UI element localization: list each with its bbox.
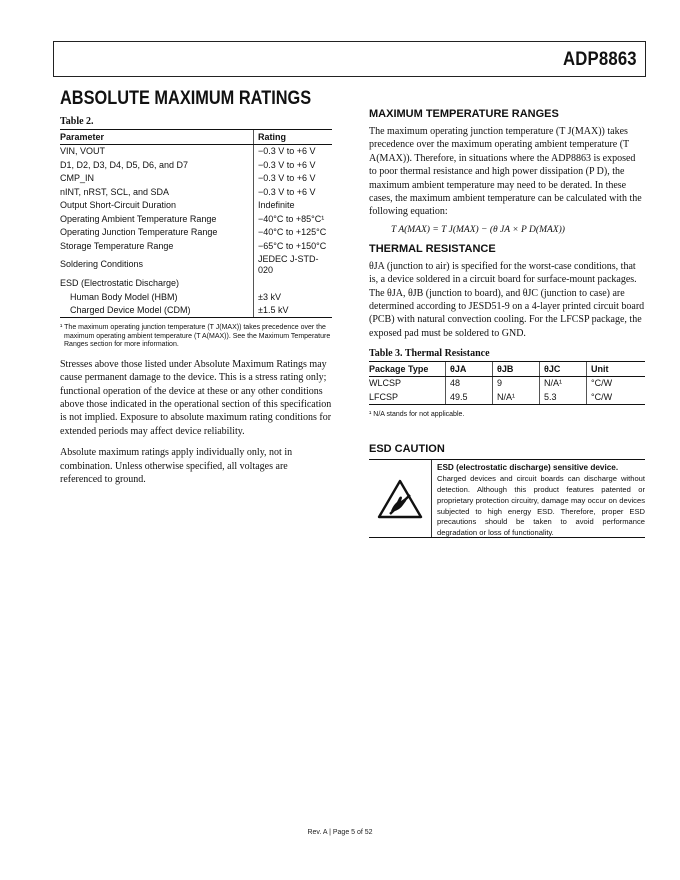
table-row — [60, 144, 332, 158]
rating-cell: −0.3 V to +6 V — [254, 172, 333, 186]
table-row — [60, 172, 332, 186]
table-cell: 5.3 — [540, 390, 587, 404]
section-title-temperature: MAXIMUM TEMPERATURE RANGES — [369, 108, 559, 120]
table3-header: Package Type — [369, 362, 446, 377]
part-number: ADP8863 — [563, 49, 637, 70]
param-cell: Operating Ambient Temperature Range — [60, 213, 217, 224]
table3-caption: Table 3. Thermal Resistance — [369, 348, 490, 360]
table-cell: °C/W — [587, 376, 646, 390]
table-row — [60, 226, 332, 240]
param-cell: ESD (Electrostatic Discharge) — [60, 278, 180, 288]
left-column — [60, 88, 332, 486]
table-cell: 9 — [493, 376, 540, 390]
table-row — [60, 199, 332, 213]
table-row — [60, 304, 332, 318]
param-cell: D1, D2, D3, D4, D5, D6, and D7 — [60, 159, 189, 170]
table2-header-rating: Rating — [254, 130, 333, 145]
esd-bold-line: ESD (electrostatic discharge) sensitive device. — [437, 463, 619, 473]
esd-caution-box — [369, 459, 645, 538]
table-cell: N/A¹ — [493, 390, 540, 404]
table-cell: 49.5 — [446, 390, 493, 404]
table-cell: °C/W — [587, 390, 646, 404]
rating-cell — [254, 277, 333, 291]
param-cell: Charged Device Model (CDM) — [60, 304, 254, 318]
table3-header: Unit — [587, 362, 646, 377]
param-cell: Human Body Model (HBM) — [70, 291, 178, 302]
table-row — [60, 212, 332, 226]
table-row — [369, 376, 645, 390]
table-row — [60, 277, 332, 291]
rating-cell: JEDEC J-STD-020 — [254, 253, 333, 277]
rating-cell: −0.3 V to +6 V — [254, 158, 333, 172]
rating-cell: Indefinite — [254, 199, 333, 213]
thermal-paragraph: θJA (junction to air) is specified for the worst-case conditions, that is, a device soldered in a circuit board for surface-mount packages. The θJA, θJB (junction to board), and θJC (junction to case) are determined according to JESD51-9 on a 4-layer printed circuit board (PCB) with natural convection cooling. For the LFCSP package, the exposed pad must be soldered to GND. — [369, 260, 645, 339]
section-title-absolute-max: ABSOLUTE MAXIMUM RATINGS — [60, 88, 312, 109]
rating-cell: ±3 kV — [254, 290, 333, 304]
esd-caution-text — [432, 460, 645, 537]
param-cell: Storage Temperature Range — [60, 240, 174, 251]
table-row — [60, 253, 332, 277]
rating-cell: −65°C to +150°C — [254, 239, 333, 253]
table3-footnote: ¹ N/A stands for not applicable. — [369, 410, 465, 418]
section-title-thermal: THERMAL RESISTANCE — [369, 242, 496, 255]
ground-reference-paragraph: Absolute maximum ratings apply individually only, not in combination. Unless otherwise specified, all voltages are referenced to ground. — [60, 447, 293, 486]
param-cell: VIN, VOUT — [60, 146, 106, 156]
table-row — [60, 158, 332, 172]
table-row — [60, 185, 332, 199]
table3-header: θJB — [493, 362, 540, 377]
stress-paragraph: Stresses above those listed under Absolute Maximum Ratings may cause permanent damage to the device. This is a stress rating only; functional operation of the device at these or any other conditions above those indicated in the operational section of this specification is not implied. Exposure to absolute maximum rating conditions for extended periods may affect device reliability. — [60, 358, 332, 437]
table2-header-parameter: Parameter — [60, 130, 254, 145]
table3-header: θJA — [446, 362, 493, 377]
rating-cell: −40°C to +85°C¹ — [254, 212, 333, 226]
table-cell: N/A¹ — [540, 376, 587, 390]
table2-caption: Table 2. — [60, 116, 94, 127]
esd-body: Charged devices and circuit boards can discharge without detection. Although this product features patented or proprietary protection circuitry, damage may occur on devices subjected to high energy ESD. Therefore, proper ESD precautions should be taken to avoid performance degradation or loss of functionality. — [437, 474, 645, 538]
thermal-resistance-table — [369, 361, 645, 405]
esd-warning-icon — [369, 460, 432, 537]
table-row — [369, 390, 645, 404]
param-cell: Soldering Conditions — [60, 259, 144, 270]
rating-cell: ±1.5 kV — [254, 304, 333, 318]
section-title-esd: ESD CAUTION — [369, 443, 445, 456]
table-cell: WLCSP — [369, 378, 402, 389]
right-column — [369, 108, 645, 538]
derating-equation: T A(MAX) = T J(MAX) − (θ JA × P D(MAX)) — [391, 224, 565, 235]
table3-header: θJC — [540, 362, 587, 377]
param-cell: CMP_IN — [60, 173, 95, 183]
rating-cell: −0.3 V to +6 V — [254, 144, 333, 158]
table-row — [60, 239, 332, 253]
table-cell: 48 — [446, 376, 493, 390]
param-cell: Output Short-Circuit Duration — [60, 200, 177, 210]
table-row — [60, 290, 332, 304]
page-footer: Rev. A | Page 5 of 52 — [307, 829, 373, 836]
rating-cell: −0.3 V to +6 V — [254, 185, 333, 199]
param-cell: nINT, nRST, SCL, and SDA — [60, 186, 170, 197]
table-cell: LFCSP — [369, 390, 446, 404]
param-cell: Operating Junction Temperature Range — [60, 227, 218, 237]
temperature-paragraph: The maximum operating junction temperature (T J(MAX)) takes precedence over the maximum operating ambient temperature (T A(MAX)). Therefore, in situations where the ADP8863 is exposed to poor thermal resistance and high power dissipation (P D), the maximum ambient temperature may need to be derated. In these cases, the maximum ambient temperature can be calculated with the following equation: — [369, 126, 642, 218]
page-header — [53, 41, 646, 77]
table2-footnote: ¹ The maximum operating junction temperature (T J(MAX)) takes precedence over the maximum operating ambient temperature (T A(MAX)). See the Maximum Temperature Ranges section for more information. — [60, 324, 331, 349]
rating-cell: −40°C to +125°C — [254, 226, 333, 240]
absolute-max-table — [60, 129, 332, 318]
